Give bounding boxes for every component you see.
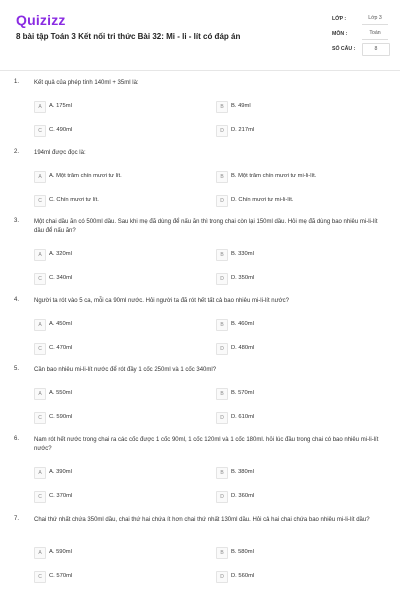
- option-letter-box: D: [216, 412, 228, 424]
- option-text: C. 470ml: [49, 345, 73, 351]
- option-text: A. 390ml: [49, 469, 72, 475]
- option-text: D. 480ml: [231, 345, 255, 351]
- option-letter-box: A: [34, 171, 46, 183]
- option-text: D. 217ml: [231, 127, 255, 133]
- question-text: Người ta rót vào 5 ca, mỗi ca 90ml nước. Hỏi người ta đã rót hết tất cả bao nhiêu mi-li-lít nước?: [34, 298, 289, 304]
- option-letter-box: D: [216, 571, 228, 583]
- option-letter-box: D: [216, 195, 228, 207]
- option-text: C. Chín mươi tư lít.: [49, 197, 99, 203]
- option-text: A. 550ml: [49, 390, 72, 396]
- option-text: B. 460ml: [231, 321, 254, 327]
- option-text: D. 350ml: [231, 275, 255, 281]
- option-text: A. 590ml: [49, 549, 72, 555]
- option-text: A. 175ml: [49, 103, 72, 109]
- question-number: 3.: [14, 218, 20, 224]
- meta-subject-value: Toán: [362, 28, 388, 40]
- question-number: 7.: [14, 516, 20, 522]
- option-letter-box: C: [34, 412, 46, 424]
- option-letter-box: D: [216, 273, 228, 285]
- option-text: C. 570ml: [49, 573, 73, 579]
- option-text: B. 330ml: [231, 251, 254, 257]
- question-number: 4.: [14, 297, 20, 303]
- option-letter-box: A: [34, 101, 46, 113]
- worksheet-header: [0, 0, 400, 72]
- question-number: 5.: [14, 366, 20, 372]
- option-letter-box: B: [216, 249, 228, 261]
- question-text: Chai thứ nhất chứa 350ml dầu, chai thứ hai chứa ít hơn chai thứ nhất 130ml dầu. Hỏi cả hai chai chứa bao nhiêu mi-li-lít dầu?: [34, 517, 370, 523]
- option-letter-box: C: [34, 491, 46, 503]
- question-text: Nam rót hết nước trong chai ra các cốc được 1 cốc 90ml, 1 cốc 120ml và 1 cốc 180ml. hỏi lúc đầu trong chai có bao nhiêu mi-li-lít nước?: [34, 437, 379, 452]
- meta-grade: [332, 12, 392, 27]
- option-text: B. Một trăm chín mươi tư mi-li-lít.: [231, 173, 317, 179]
- option-letter-box: A: [34, 249, 46, 261]
- meta-count-value: 8: [362, 43, 390, 56]
- option-letter-box: C: [34, 125, 46, 137]
- option-letter-box: B: [216, 319, 228, 331]
- option-letter-box: D: [216, 125, 228, 137]
- header-divider: [0, 70, 400, 71]
- option-letter-box: C: [34, 571, 46, 583]
- question-text: Kết quả của phép tính 140ml + 35ml là:: [34, 80, 139, 86]
- option-letter-box: B: [216, 547, 228, 559]
- question-number: 1.: [14, 79, 20, 85]
- question-text: 194ml được đọc là:: [34, 150, 86, 156]
- worksheet-title: 8 bài tập Toán 3 Kết nối tri thức Bài 32: Mi - li - lít có đáp án: [16, 32, 241, 41]
- quizizz-logo: Quizizz: [16, 12, 66, 28]
- option-text: C. 590ml: [49, 414, 73, 420]
- option-text: B. 380ml: [231, 469, 254, 475]
- meta-grade-label: LỚP :: [332, 16, 347, 22]
- question-text: Một chai dầu ăn có 500ml dầu. Sau khi mẹ đã dùng để nấu ăn thì trong chai còn lại 150ml dầu. Hỏi mẹ đã dùng bao nhiêu mi-li-lít dầu để nấu ăn?: [34, 219, 378, 234]
- option-text: B. 49ml: [231, 103, 251, 109]
- option-text: C. 370ml: [49, 493, 73, 499]
- option-letter-box: B: [216, 101, 228, 113]
- option-letter-box: B: [216, 171, 228, 183]
- meta-grade-value: Lớp 3: [362, 13, 388, 25]
- option-text: D. 610ml: [231, 414, 255, 420]
- option-letter-box: A: [34, 388, 46, 400]
- option-letter-box: A: [34, 467, 46, 479]
- option-letter-box: B: [216, 388, 228, 400]
- meta-count-label: SỐ CÂU :: [332, 46, 356, 52]
- option-text: B. 580ml: [231, 549, 254, 555]
- question-text: Cần bao nhiêu mi-li-lít nước để rót đầy 1 cốc 250ml và 1 cốc 340ml?: [34, 367, 217, 373]
- option-letter-box: C: [34, 273, 46, 285]
- meta-count: [332, 42, 392, 57]
- question-number: 6.: [14, 436, 20, 442]
- option-text: C. 340ml: [49, 275, 73, 281]
- question-number: 2.: [14, 149, 20, 155]
- meta-subject: [332, 27, 392, 42]
- option-letter-box: D: [216, 491, 228, 503]
- option-letter-box: A: [34, 547, 46, 559]
- option-text: B. 570ml: [231, 390, 254, 396]
- option-letter-box: D: [216, 343, 228, 355]
- option-text: D. 560ml: [231, 573, 255, 579]
- meta-subject-label: MÔN :: [332, 31, 348, 37]
- option-text: A. Một trăm chín mươi tư lít.: [49, 173, 122, 179]
- worksheet-meta: [332, 12, 392, 57]
- option-letter-box: C: [34, 343, 46, 355]
- option-text: D. 360ml: [231, 493, 255, 499]
- option-text: A. 450ml: [49, 321, 72, 327]
- option-text: A. 320ml: [49, 251, 72, 257]
- option-text: C. 490ml: [49, 127, 73, 133]
- option-letter-box: A: [34, 319, 46, 331]
- option-letter-box: B: [216, 467, 228, 479]
- option-text: D. Chín mươi tư mi-li-lít.: [231, 197, 294, 203]
- option-letter-box: C: [34, 195, 46, 207]
